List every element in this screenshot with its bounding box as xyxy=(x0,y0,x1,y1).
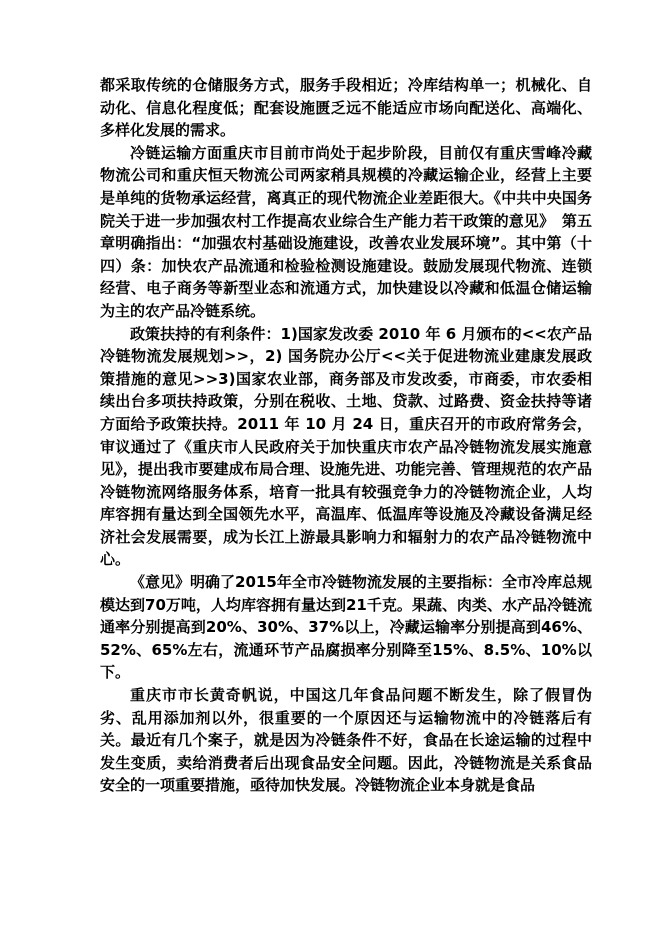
paragraph-policy-support: 政策扶持的有利条件：1)国家发改委 2010 年 6 月颁布的<<农产品冷链物流发展规划>>，2) 国务院办公厅<<关于促进物流业建康发展政策措施的意见>>3)国家农业部，商务部及市发改委，市商委，市农委相续出台多项扶持政策，分别在税收、土地、贷款、过路费、资金扶持等诸方面给予政策扶持。2011 年 10 月 24 日，重庆召开的市政府常务会，审议通过了《重庆市人民政府关于加快重庆市农产品冷链物流发展实施意见》，提出我市要建成布局合理、设施先进、功能完善、管理规范的农产品冷链物流网络服务体系，培育一批具有较强竞争力的冷链物流企业，人均库容拥有量达到全国领先水平，高温库、低温库等设施及冷藏设备满足经济社会发展需要，成为长江上游最具影响力和辐射力的农产品冷链物流中心。 xyxy=(100,324,592,569)
paragraph-cold-storage-continuation: 都采取传统的仓储服务方式，服务手段相近；冷库结构单一；机械化、自动化、信息化程度低；配套设施匮乏远不能适应市场向配送化、高端化、多样化发展的需求。 xyxy=(100,76,592,140)
paragraph-mayor-statement: 重庆市市长黄奇帆说，中国这几年食品问题不断发生，除了假冒伪劣、乱用添加剂以外，很重要的一个原因还与运输物流中的冷链落后有关。最近有几个案子，就是因为冷链条件不好，食品在长途运输的过程中发生变质，卖给消费者后出现食品安全问题。因此，冷链物流是关系食品安全的一项重要措施，亟待加快发展。冷链物流企业本身就是食品 xyxy=(100,686,592,795)
paragraph-key-indicators: 《意见》明确了2015年全市冷链物流发展的主要指标：全市冷库总规模达到70万吨，人均库容拥有量达到21千克。果蔬、肉类、水产品冷链流通率分别提高到20%、30%、37%以上，冷藏运输率分别提高到46%、52%、65%左右，流通环节产品腐损率分别降至15%、8.5%、10%以下。 xyxy=(100,573,592,682)
paragraph-cold-chain-transport: 冷链运输方面重庆市目前市尚处于起步阶段，目前仅有重庆雪峰冷藏物流公司和重庆恒天物流公司两家稍具规模的冷藏运输企业，经营上主要是单纯的货物承运经营，离真正的现代物流企业差距很大。《中共中央国务院关于进一步加强农村工作提高农业综合生产能力若干政策的意见》 第五章明确指出：“加强农村基础设施建设，改善农业发展环境”。其中第（十四）条：加快农产品流通和检验检测设施建设。鼓励发展现代物流、连锁经营、电子商务等新型业态和流通方式，加快建设以冷藏和低温仓储运输为主的农产品冷链系统。 xyxy=(100,143,592,320)
document-body xyxy=(100,74,592,797)
